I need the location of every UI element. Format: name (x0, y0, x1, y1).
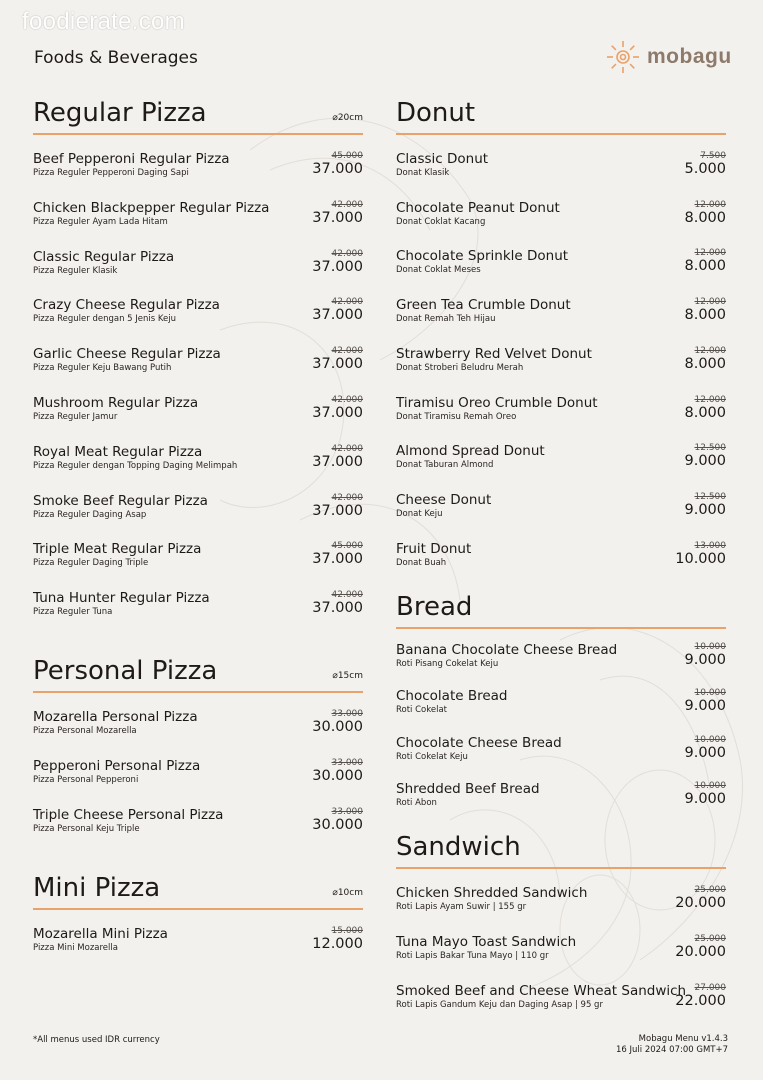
original-price: 42.000 (331, 248, 363, 259)
item-description: Donat Tiramisu Remah Oreo (396, 411, 517, 422)
sale-price: 30.000 (312, 816, 363, 833)
item-description: Roti Lapis Ayam Suwir | 155 gr (396, 902, 527, 912)
item-description: Pizza Personal Mozarella (33, 726, 137, 736)
item-description: Roti Cokelat Keju (396, 751, 468, 762)
original-price: 10.000 (694, 688, 726, 699)
item-description: Pizza Mini Mozarella (33, 943, 118, 953)
item-name: Chicken Blackpepper Regular Pizza (33, 199, 270, 216)
item-description: Donat Keju (396, 508, 443, 519)
menu-version (616, 1034, 728, 1056)
original-price: 10.000 (694, 642, 726, 652)
item-description: Roti Lapis Gandum Keju dan Daging Asap | 95 gr (396, 999, 603, 1010)
sale-price: 22.000 (675, 992, 726, 1009)
item-description: Pizza Reguler dengan 5 Jenis Keju (33, 314, 177, 325)
section-title: Regular Pizza (33, 98, 207, 128)
item-name: Pepperoni Personal Pizza (33, 757, 201, 774)
item-description: Pizza Reguler Daging Asap (33, 509, 147, 520)
item-name: Almond Spread Donut (396, 443, 545, 460)
page-title: Foods & Beverages (34, 48, 198, 68)
original-price: 42.000 (331, 395, 363, 405)
item-name: Tuna Mayo Toast Sandwich (396, 933, 577, 950)
menu-item (396, 395, 726, 435)
menu-item (33, 249, 363, 289)
original-price: 15.000 (331, 926, 363, 936)
menu-item (396, 885, 726, 925)
section-title: Mini Pizza (33, 873, 161, 903)
original-price: 33.000 (331, 709, 363, 719)
item-description: Pizza Personal Keju Triple (33, 823, 140, 834)
sale-price: 37.000 (312, 453, 363, 470)
brand-logo (605, 39, 732, 75)
menu-item (396, 492, 726, 532)
size-label: ⌀15cm (332, 671, 363, 681)
section-sandwich (396, 831, 726, 869)
item-name: Cheese Donut (396, 491, 492, 508)
item-name: Triple Meat Regular Pizza (33, 541, 202, 558)
original-price: 33.000 (331, 806, 363, 817)
original-price: 42.000 (331, 346, 363, 357)
sale-price: 9.000 (684, 652, 726, 668)
menu-item (396, 781, 726, 821)
item-description: Pizza Reguler Pepperoni Daging Sapi (33, 168, 189, 178)
size-label: ⌀10cm (332, 888, 363, 898)
sale-price: 37.000 (312, 502, 363, 519)
sale-price: 37.000 (312, 307, 363, 324)
section-donut (396, 97, 726, 135)
sale-price: 37.000 (312, 405, 363, 421)
currency-note: *All menus used IDR currency (33, 1035, 160, 1045)
menu-item (33, 297, 363, 337)
menu-item (396, 688, 726, 728)
item-description: Donat Taburan Almond (396, 460, 494, 471)
original-price: 45.000 (331, 541, 363, 552)
sale-price: 9.000 (684, 453, 726, 470)
sale-price: 30.000 (312, 767, 363, 784)
sale-price: 9.000 (684, 790, 726, 807)
original-price: 42.000 (331, 492, 363, 503)
sale-price: 37.000 (312, 209, 363, 226)
sale-price: 5.000 (684, 161, 726, 177)
section-bread (396, 591, 726, 629)
menu-item (33, 444, 363, 484)
item-name: Banana Chocolate Cheese Bread (396, 642, 618, 658)
sale-price: 37.000 (312, 356, 363, 373)
section-divider (396, 627, 726, 629)
menu-item (396, 443, 726, 483)
section-personal-pizza (33, 655, 363, 693)
item-description: Roti Pisang Cokelat Keju (396, 659, 499, 669)
section-divider (396, 867, 726, 869)
section-divider (33, 908, 363, 910)
item-name: Mozarella Personal Pizza (33, 709, 198, 725)
item-description: Roti Abon (396, 797, 437, 808)
original-price: 42.000 (331, 443, 363, 454)
item-name: Strawberry Red Velvet Donut (396, 345, 592, 362)
original-price: 12.500 (694, 491, 726, 502)
sale-price: 9.000 (684, 744, 726, 761)
item-description: Pizza Reguler Klasik (33, 265, 118, 276)
menu-item (396, 735, 726, 775)
item-name: Tuna Hunter Regular Pizza (33, 590, 210, 607)
menu-item (396, 346, 726, 386)
original-price: 25.000 (694, 885, 726, 895)
item-name: Royal Meat Regular Pizza (33, 443, 203, 460)
item-description: Roti Cokelat (396, 705, 448, 716)
item-name: Chocolate Sprinkle Donut (396, 248, 569, 265)
item-name: Smoked Beef and Cheese Wheat Sandwich (396, 982, 687, 999)
original-price: 42.000 (331, 199, 363, 210)
menu-item (33, 346, 363, 386)
original-price: 10.000 (694, 734, 726, 745)
watermark-text: foodierate.com (22, 8, 185, 35)
item-description: Donat Coklat Meses (396, 265, 481, 276)
item-name: Tiramisu Oreo Crumble Donut (396, 394, 598, 411)
sale-price: 8.000 (684, 404, 726, 421)
menu-item (33, 200, 363, 240)
menu-item (396, 151, 726, 191)
section-mini-pizza (33, 872, 363, 910)
original-price: 42.000 (331, 297, 363, 308)
item-name: Green Tea Crumble Donut (396, 297, 571, 314)
menu-item (33, 151, 363, 191)
original-price: 42.000 (331, 590, 363, 601)
item-name: Chocolate Peanut Donut (396, 199, 560, 216)
section-title: Donut (396, 98, 476, 128)
item-name: Fruit Donut (396, 540, 472, 557)
sun-icon (605, 39, 641, 75)
menu-item (33, 926, 363, 966)
item-description: Pizza Reguler dengan Topping Daging Melimpah (33, 460, 238, 471)
item-description: Pizza Reguler Daging Triple (33, 558, 149, 569)
item-description: Donat Buah (396, 557, 447, 568)
menu-item (33, 395, 363, 435)
original-price: 12.000 (694, 297, 726, 308)
section-divider (396, 133, 726, 135)
size-label: ⌀20cm (332, 113, 363, 123)
sale-price: 8.000 (684, 258, 726, 275)
item-name: Crazy Cheese Regular Pizza (33, 297, 220, 314)
item-name: Mushroom Regular Pizza (33, 395, 199, 411)
item-name: Chicken Shredded Sandwich (396, 885, 588, 901)
section-title: Personal Pizza (33, 656, 218, 686)
item-name: Smoke Beef Regular Pizza (33, 492, 208, 509)
date-label: 16 Juli 2024 07:00 GMT+7 (615, 1045, 728, 1055)
item-name: Mozarella Mini Pizza (33, 926, 168, 942)
original-price: 12.000 (694, 345, 726, 356)
menu-item (396, 541, 726, 581)
sale-price: 9.000 (684, 698, 726, 715)
sale-price: 8.000 (684, 209, 726, 226)
section-divider (33, 133, 363, 135)
menu-item (396, 297, 726, 337)
sale-price: 8.000 (684, 307, 726, 324)
menu-item (396, 248, 726, 288)
menu-item (33, 758, 363, 798)
item-name: Beef Pepperoni Regular Pizza (33, 151, 230, 167)
original-price: 12.000 (694, 199, 726, 210)
item-description: Donat Coklat Kacang (396, 216, 486, 227)
item-name: Shredded Beef Bread (396, 780, 540, 797)
original-price: 7.500 (700, 151, 726, 161)
sale-price: 12.000 (312, 936, 363, 952)
original-price: 45.000 (331, 151, 363, 161)
menu-item (396, 983, 726, 1023)
item-name: Triple Cheese Personal Pizza (33, 806, 224, 823)
sale-price: 20.000 (675, 943, 726, 960)
section-regular-pizza (33, 97, 363, 135)
original-price: 12.000 (694, 394, 726, 405)
item-description: Pizza Reguler Keju Bawang Putih (33, 363, 172, 374)
original-price: 12.000 (694, 248, 726, 259)
original-price: 12.500 (694, 443, 726, 454)
item-description: Pizza Reguler Jamur (33, 412, 118, 422)
item-name: Chocolate Bread (396, 688, 508, 705)
item-description: Donat Stroberi Beludru Merah (396, 362, 524, 373)
sale-price: 30.000 (312, 719, 363, 735)
brand-name: mobagu (647, 45, 732, 68)
sale-price: 37.000 (312, 258, 363, 275)
sale-price: 8.000 (684, 355, 726, 372)
section-divider (33, 691, 363, 693)
section-title: Sandwich (396, 832, 521, 862)
menu-item (33, 541, 363, 581)
item-description: Donat Remah Teh Hijau (396, 314, 496, 325)
sale-price: 37.000 (312, 551, 363, 568)
original-price: 13.000 (694, 540, 726, 551)
section-title: Bread (396, 592, 473, 622)
item-name: Classic Donut (396, 151, 489, 167)
sale-price: 37.000 (312, 161, 363, 177)
version-label: Mobagu Menu v1.4.3 (638, 1034, 728, 1044)
item-name: Chocolate Cheese Bread (396, 734, 562, 751)
menu-item (33, 493, 363, 533)
menu-item (33, 709, 363, 749)
item-description: Pizza Reguler Ayam Lada Hitam (33, 216, 168, 227)
original-price: 10.000 (694, 780, 726, 791)
item-name: Garlic Cheese Regular Pizza (33, 346, 221, 363)
original-price: 27.000 (694, 982, 726, 993)
item-description: Donat Klasik (396, 168, 450, 178)
sale-price: 37.000 (312, 600, 363, 617)
menu-item (33, 590, 363, 630)
sale-price: 10.000 (675, 550, 726, 567)
original-price: 33.000 (331, 757, 363, 768)
menu-item (33, 807, 363, 847)
item-description: Pizza Reguler Tuna (33, 607, 113, 618)
sale-price: 9.000 (684, 501, 726, 518)
menu-item (396, 200, 726, 240)
item-name: Classic Regular Pizza (33, 248, 175, 265)
sale-price: 20.000 (675, 895, 726, 911)
original-price: 25.000 (694, 933, 726, 944)
menu-item (396, 934, 726, 974)
item-description: Roti Lapis Bakar Tuna Mayo | 110 gr (396, 950, 549, 961)
item-description: Pizza Personal Pepperoni (33, 774, 139, 785)
menu-item (396, 642, 726, 682)
